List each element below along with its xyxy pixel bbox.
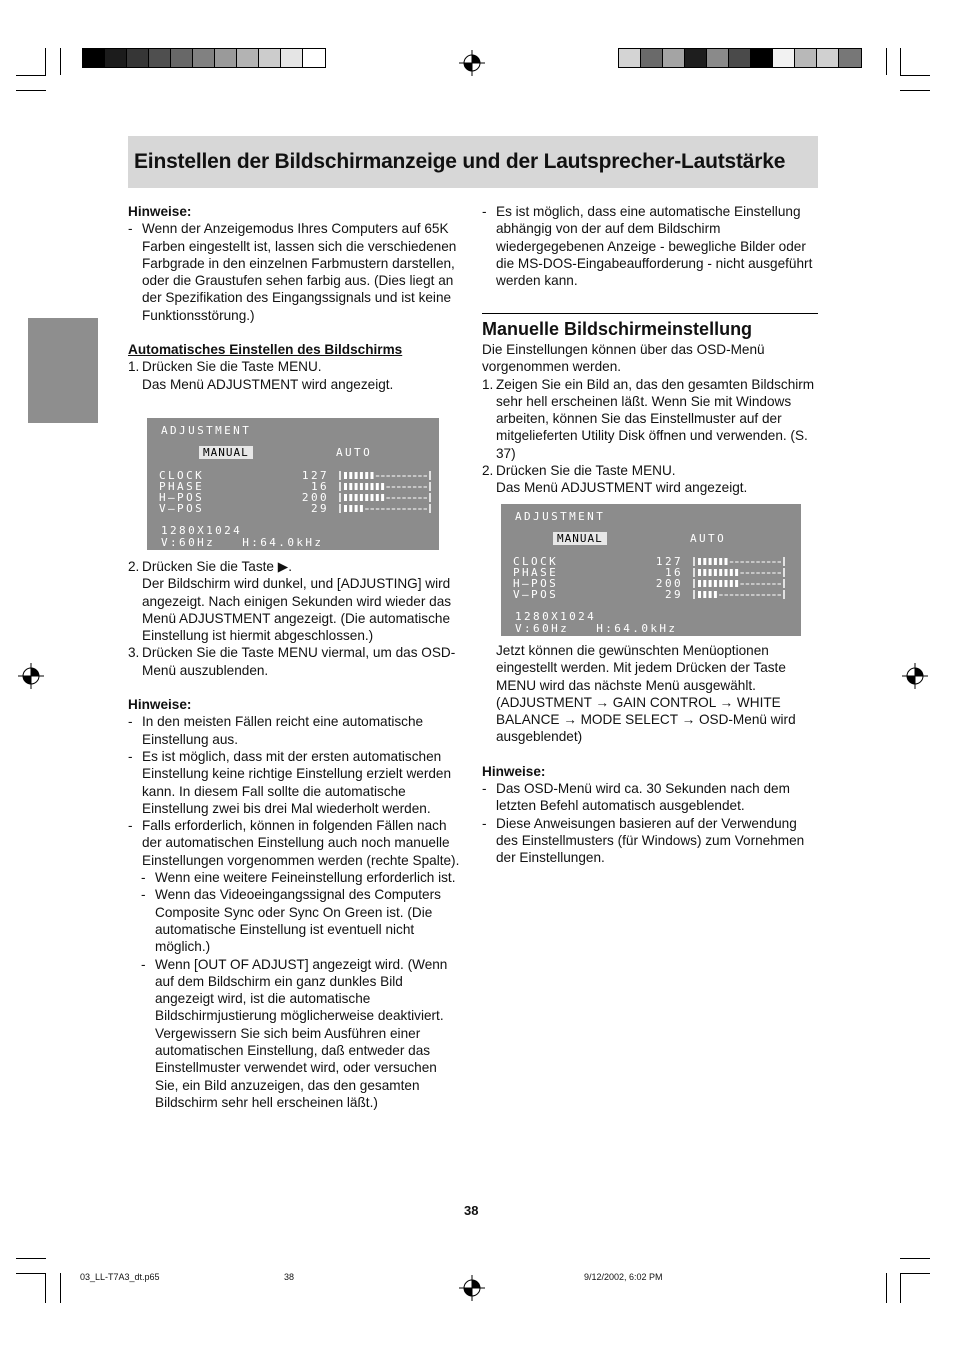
osd-title: ADJUSTMENT [161,424,252,437]
grayscale-bar-left [82,48,326,68]
color-swatch [237,49,259,67]
color-swatch [641,49,663,67]
menu-sequence-text: Jetzt können die gewünschten Menüoptionen eingestellt werden. Mit jedem Drücken der Taste MENU wird das nächste Menü ausgewählt. (ADJUSTMENT → GAIN CONTROL → WHITE BALANCE → MODE SELECT → OSD-Menü wird ausgeblendet) [496,643,796,745]
osd-level-gauge [339,481,432,492]
osd-auto-tab: AUTO [690,532,727,545]
step-1-detail: Das Menü ADJUSTMENT wird angezeigt. [142,376,394,392]
osd-row-label: CLOCK [159,469,205,482]
color-swatch [127,49,149,67]
color-swatch [303,49,325,67]
color-swatch [215,49,237,67]
left-column [128,203,464,393]
list-item: - Wenn der Anzeigemodus Ihres Computers auf 65K Farben eingestellt ist, lassen sich die verschiedenen Farbgrade in den einzelnen Farbmustern darstellen, oder die Graustufen sehen farbig aus. (Dies liegt an der Spezifikation des Eingangssignals und ist keine Funktionsstörung.) [128,221,457,323]
osd-level-gauge [693,556,786,567]
color-swatch [751,49,773,67]
osd-row-value: 127 [301,469,329,482]
osd-menu-screenshot [147,418,439,550]
color-swatch [149,49,171,67]
osd-auto-tab: AUTO [336,446,373,459]
page-title: Einstellen der Bildschirmanzeige und der Lautsprecher-Lautstärke [134,150,786,173]
step-2-detail: Das Menü ADJUSTMENT wird angezeigt. [496,480,748,496]
color-swatch [773,49,795,67]
step-2: 2. Drücken Sie die Taste MENU. [482,463,676,479]
color-swatch [729,49,751,67]
osd-menu-screenshot [501,504,801,636]
list-item: - Es ist möglich, dass mit der ersten automatischen Einstellung keine richtige Einstellung erzielt werden kann. In diesem Fall sollte die automatische Einstellung zwei bis drei Mal wiederholt werden. [128,748,452,816]
color-swatch [171,49,193,67]
list-item: - Es ist möglich, dass eine automatische Einstellung abhängig von der auf dem Bildschirm wiedergegebenen Anzeige - bewegliche Bilder oder die MS-DOS-Eingabeaufforderung - nicht ausgeführt werden kann. [482,204,813,289]
osd-manual-tab: MANUAL [199,446,253,459]
sub-list-item: - Wenn eine weitere Feineinstellung erforderlich ist. [141,870,456,886]
registration-mark-icon [18,663,44,689]
color-swatch [707,49,729,67]
osd-frequency: V:60Hz H:64.0kHz [515,622,678,635]
osd-row-value: 127 [655,555,683,568]
footer-file: 03_LL-T7A3_dt.p65 [80,1272,160,1282]
step-2-detail: Der Bildschirm wird dunkel, und [ADJUSTING] wird angezeigt. Nach einigen Sekunden wird wieder das Menü ADJUSTMENT angezeigt. (Die automatische Einstellung ist hiermit abgeschlossen.) [142,576,452,644]
notes-heading: Hinweise: [128,204,192,219]
color-swatch [193,49,215,67]
list-item: - Das OSD-Menü wird ca. 30 Sekunden nach dem letzten Befehl automatisch ausgeblendet. [482,781,790,814]
sub-list-item: - Wenn [OUT OF ADJUST] angezeigt wird. (Wenn auf dem Bildschirm ein ganz dunkles Bild angezeigt wird, ist die automatische Bildschirmjustierung möglicherweise deaktiviert. Vergewissern Sie sich beim Ausführen einer automatischen Einstellung, daß entweder das Einstellmuster verwendet wird, oder versuchen Sie, ein Bild anzuzeigen, das den gesamten Bildschirm sehr hell erscheinen läßt.) [141,956,448,1110]
osd-row-label: V–POS [159,502,205,515]
notes-heading: Hinweise: [482,763,546,779]
osd-row-value: 16 [664,566,683,579]
color-swatch [817,49,839,67]
list-item: - Falls erforderlich, können in folgenden Fällen nach der automatischen Einstellung auch noch manuelle Einstellungen vorgenommen werden (rechte Spalte). [128,818,460,868]
osd-row [159,503,429,514]
color-swatch [663,49,685,67]
osd-row-label: H–POS [159,491,205,504]
osd-level-gauge [693,589,786,600]
osd-row-label: PHASE [159,480,205,493]
osd-row-value: 200 [655,577,683,590]
section-tab [28,318,98,423]
right-column-manual [482,317,820,497]
registration-mark-icon [459,50,485,76]
color-swatch [685,49,707,67]
sub-list-item: - Wenn das Videoeingangssignal des Computers Composite Sync oder Sync On Green ist. (Die automatische Einstellung ist eventuell nicht möglich.) [141,887,441,955]
step-3: 3. Drücken Sie die Taste MENU viermal, um das OSD-Menü auszublenden. [128,645,456,678]
osd-row-label: V–POS [513,588,559,601]
section-heading: Automatisches Einstellen des Bildschirms [128,342,403,358]
section-heading: Manuelle Bildschirmeinstellung [482,319,753,339]
registration-mark-icon [459,1275,485,1301]
step-1: 1. Zeigen Sie ein Bild an, das den gesamten Bildschirm sehr hell erscheinen läßt. Wenn Sie mit Windows arbeiten, können Sie das Einstellmuster auf der mitgelieferten Utility Disk öffnen und verwenden. (S. 37) [482,376,815,461]
title-band [128,136,818,188]
osd-row-value: 200 [301,491,329,504]
footer-page: 38 [284,1272,295,1282]
osd-row-value: 29 [664,588,683,601]
osd-title: ADJUSTMENT [515,510,606,523]
list-item: - In den meisten Fällen reicht eine automatische Einstellung aus. [128,714,424,747]
osd-row-label: H–POS [513,577,559,590]
footer-date: 9/12/2002, 6:02 PM [584,1272,663,1282]
right-column-cont [482,642,820,867]
color-swatch [259,49,281,67]
registration-mark-icon [902,663,928,689]
osd-level-gauge [339,503,432,514]
step-2: 2. Drücken Sie die Taste ▶. [128,559,292,574]
osd-level-gauge [339,470,432,481]
osd-frequency: V:60Hz H:64.0kHz [161,536,324,549]
osd-level-gauge [339,492,432,503]
osd-row-label: CLOCK [513,555,559,568]
list-item: - Diese Anweisungen basieren auf der Verwendung des Einstellmusters (für Windows) zum Vornehmen der Einstellungen. [482,815,805,866]
color-swatch [105,49,127,67]
color-swatch [619,49,641,67]
osd-row [513,589,783,600]
color-swatch [83,49,105,67]
notes-heading: Hinweise: [128,697,192,713]
left-column-cont [128,558,464,1111]
right-column [482,203,820,289]
osd-level-gauge [693,567,786,578]
osd-row-value: 16 [310,480,329,493]
osd-resolution: 1280X1024 [161,524,243,537]
step-1: 1. Drücken Sie die Taste MENU. [128,359,322,375]
osd-row-label: PHASE [513,566,559,579]
osd-row-value: 29 [310,502,329,515]
intro-text: Die Einstellungen können über das OSD-Menü vorgenommen werden. [482,342,765,375]
osd-level-gauge [693,578,786,589]
osd-manual-tab: MANUAL [553,532,607,545]
grayscale-bar-right [618,48,862,68]
osd-resolution: 1280X1024 [515,610,597,623]
color-swatch [281,49,303,67]
page-number: 38 [464,1203,479,1218]
color-swatch [839,49,861,67]
section-divider [482,313,818,314]
color-swatch [795,49,817,67]
